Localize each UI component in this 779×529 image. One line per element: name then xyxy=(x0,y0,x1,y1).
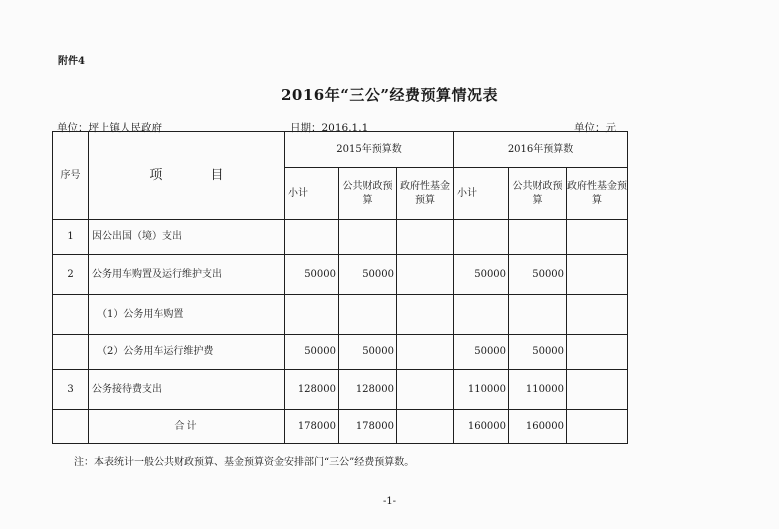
cell-public-finance-2015: 50000 xyxy=(339,335,397,370)
cell-gov-fund-2015 xyxy=(397,410,454,444)
row-index: 1 xyxy=(53,220,89,255)
cell-subtotal-2015: 50000 xyxy=(285,255,339,295)
cell-public-finance-2015: 178000 xyxy=(339,410,397,444)
row-item-total: 合计 xyxy=(89,410,285,444)
row-item: 公务用车购置及运行维护支出 xyxy=(89,255,285,295)
cell-subtotal-2015 xyxy=(285,295,339,335)
table-row xyxy=(53,295,628,335)
cell-gov-fund-2016 xyxy=(567,220,628,255)
header-subtotal-2016: 小计 xyxy=(454,168,509,220)
cell-gov-fund-2015 xyxy=(397,335,454,370)
currency-label: 单位：元 xyxy=(574,122,616,134)
row-index xyxy=(53,295,89,335)
cell-public-finance-2016 xyxy=(509,220,567,255)
cell-gov-fund-2015 xyxy=(397,370,454,410)
cell-subtotal-2015: 50000 xyxy=(285,335,339,370)
footnote: 注：本表统计一般公共财政预算、基金预算资金安排部门“三公”经费预算数。 xyxy=(74,457,415,468)
cell-gov-fund-2016 xyxy=(567,255,628,295)
cell-gov-fund-2016 xyxy=(567,370,628,410)
cell-subtotal-2015 xyxy=(285,220,339,255)
row-index: 2 xyxy=(53,255,89,295)
header-2015: 2015年预算数 xyxy=(285,132,454,168)
cell-subtotal-2016: 110000 xyxy=(454,370,509,410)
row-item: 公务接待费支出 xyxy=(89,370,285,410)
cell-public-finance-2016: 160000 xyxy=(509,410,567,444)
row-index xyxy=(53,410,89,444)
unit-label: 单位：坪上镇人民政府 xyxy=(57,122,162,134)
cell-subtotal-2016: 50000 xyxy=(454,255,509,295)
cell-public-finance-2015: 50000 xyxy=(339,255,397,295)
cell-subtotal-2015: 128000 xyxy=(285,370,339,410)
cell-subtotal-2016 xyxy=(454,295,509,335)
document-title: 2016年“三公”经费预算情况表 xyxy=(280,86,498,104)
header-row-years xyxy=(53,132,628,168)
total-row xyxy=(53,410,628,444)
header-item: 项 目 xyxy=(89,132,285,220)
cell-gov-fund-2015 xyxy=(397,220,454,255)
cell-public-finance-2016: 50000 xyxy=(509,255,567,295)
cell-gov-fund-2016 xyxy=(567,295,628,335)
table-row xyxy=(53,335,628,370)
cell-public-finance-2016 xyxy=(509,295,567,335)
table-row xyxy=(53,255,628,295)
cell-gov-fund-2016 xyxy=(567,410,628,444)
page-number: -1- xyxy=(382,496,397,507)
cell-public-finance-2015 xyxy=(339,220,397,255)
budget-table xyxy=(52,131,628,444)
cell-gov-fund-2016 xyxy=(567,335,628,370)
table-row xyxy=(53,370,628,410)
row-index xyxy=(53,335,89,370)
row-item: （1）公务用车购置 xyxy=(89,295,285,335)
cell-gov-fund-2015 xyxy=(397,255,454,295)
cell-public-finance-2015: 128000 xyxy=(339,370,397,410)
cell-subtotal-2015: 178000 xyxy=(285,410,339,444)
cell-subtotal-2016: 50000 xyxy=(454,335,509,370)
row-item: 因公出国（境）支出 xyxy=(89,220,285,255)
date-label: 日期：2016.1.1 xyxy=(290,122,369,134)
table-row xyxy=(53,220,628,255)
header-gov-fund-2016: 政府性基金预算 xyxy=(567,168,628,220)
cell-public-finance-2016: 50000 xyxy=(509,335,567,370)
header-public-finance-2015: 公共财政预算 xyxy=(339,168,397,220)
cell-subtotal-2016 xyxy=(454,220,509,255)
header-public-finance-2016: 公共财政预算 xyxy=(509,168,567,220)
attachment-label: 附件4 xyxy=(58,56,85,67)
cell-subtotal-2016: 160000 xyxy=(454,410,509,444)
header-2016: 2016年预算数 xyxy=(454,132,628,168)
header-index: 序号 xyxy=(53,132,89,220)
row-item: （2）公务用车运行维护费 xyxy=(89,335,285,370)
cell-gov-fund-2015 xyxy=(397,295,454,335)
header-gov-fund-2015: 政府性基金预算 xyxy=(397,168,454,220)
row-index: 3 xyxy=(53,370,89,410)
cell-public-finance-2015 xyxy=(339,295,397,335)
cell-public-finance-2016: 110000 xyxy=(509,370,567,410)
header-subtotal-2015: 小计 xyxy=(285,168,339,220)
